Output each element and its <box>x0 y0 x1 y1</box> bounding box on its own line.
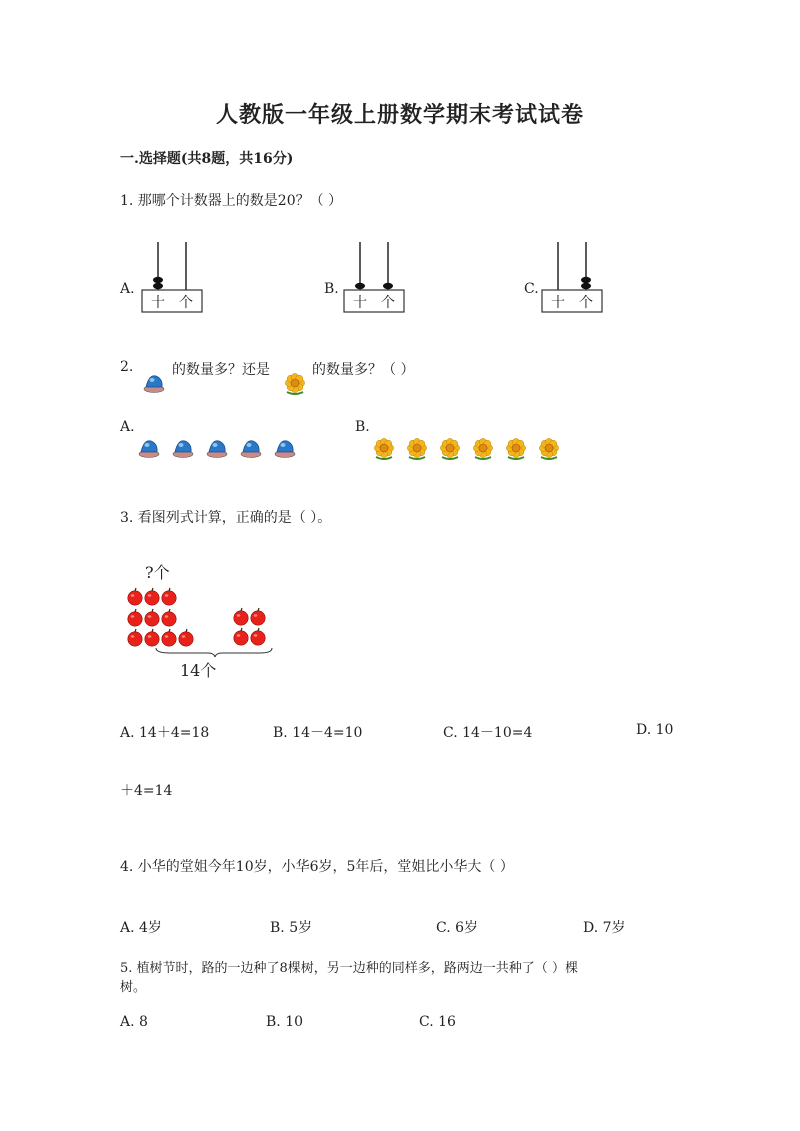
q3-option-d: D. 10 <box>636 722 674 738</box>
tens-label: 十 <box>353 295 367 311</box>
q2-option-b-flowers <box>372 435 572 463</box>
q2-option-a-label: A. <box>120 419 135 435</box>
apple-icon <box>251 608 265 625</box>
q1-abacus-a <box>140 240 206 316</box>
question-1-text: 1. 那哪个计数器上的数是20？（ ） <box>120 193 343 209</box>
hat-icon <box>275 441 295 458</box>
flower-icon <box>407 438 426 459</box>
q2-flower-icon <box>283 372 309 396</box>
q1-option-b-label: B. <box>324 281 339 297</box>
apple-icon <box>251 628 265 645</box>
page-title: 人教版一年级上册数学期末考试试卷 <box>215 102 584 128</box>
question-2-number: 2. <box>120 359 134 375</box>
apple-icon <box>162 629 176 646</box>
apple-icon <box>234 608 248 625</box>
tens-bead <box>153 283 163 289</box>
q2-hat-icon <box>143 372 169 396</box>
q3-apple-figure <box>120 580 280 660</box>
apple-icon <box>128 609 142 626</box>
q3-option-b: B. 14－4=10 <box>273 725 363 741</box>
q1-abacus-c <box>540 240 606 316</box>
apple-icon <box>162 609 176 626</box>
q1-abacus-b <box>342 240 408 316</box>
question-3-text: 3. 看图列式计算，正确的是（ ）。 <box>120 510 332 526</box>
q2-option-b-label: B. <box>355 419 370 435</box>
ones-bead <box>581 283 591 289</box>
hat-icon <box>173 441 193 458</box>
ones-bead <box>581 277 591 283</box>
q3-option-c: C. 14－10=4 <box>443 725 533 741</box>
q1-option-a-label: A. <box>120 281 135 297</box>
question-2-text-mid: 的数量多？还是 <box>172 362 270 378</box>
apple-icon <box>234 628 248 645</box>
ones-label: 个 <box>179 295 193 311</box>
apple-icon <box>145 609 159 626</box>
apple-icon <box>128 588 142 605</box>
question-5-line1: 5. 植树节时，路的一边种了8棵树，另一边种的同样多，路两边一共种了（ ）棵 <box>120 961 578 976</box>
hat-icon <box>241 441 261 458</box>
flower-icon <box>473 438 492 459</box>
ones-label: 个 <box>381 295 395 311</box>
q3-option-a: A. 14＋4=18 <box>120 725 210 741</box>
flower-icon <box>506 438 525 459</box>
hat-icon <box>207 441 227 458</box>
tens-label: 十 <box>151 295 165 311</box>
total-brace <box>156 648 272 657</box>
q5-option-b: B. 10 <box>266 1014 304 1030</box>
tens-bead <box>153 277 163 283</box>
q3-figure-total: 14个 <box>180 661 217 680</box>
q4-option-a: A. 4岁 <box>120 920 162 936</box>
apple-icon <box>145 588 159 605</box>
q3-option-d-wrap: ＋4=14 <box>120 783 173 799</box>
section-heading: 一.选择题(共8题，共16分) <box>120 151 294 167</box>
apple-icon <box>179 629 193 646</box>
q4-option-b: B. 5岁 <box>270 920 313 936</box>
q5-option-a: A. 8 <box>120 1014 148 1030</box>
ones-bead <box>383 283 393 289</box>
q5-option-c: C. 16 <box>419 1014 456 1030</box>
question-5-line2: 树。 <box>120 980 147 995</box>
q1-option-c-label: C. <box>524 281 539 297</box>
tens-label: 十 <box>551 295 565 311</box>
q3-figure-question: ?个 <box>145 563 170 582</box>
question-4-text: 4. 小华的堂姐今年10岁，小华6岁，5年后，堂姐比小华大（ ） <box>120 859 514 875</box>
apple-icon <box>162 588 176 605</box>
q4-option-d: D. 7岁 <box>583 920 626 936</box>
apple-icon <box>145 629 159 646</box>
flower-icon <box>374 438 393 459</box>
flower-icon <box>440 438 459 459</box>
apple-icon <box>128 629 142 646</box>
q4-option-c: C. 6岁 <box>436 920 479 936</box>
hat-icon <box>139 441 159 458</box>
ones-label: 个 <box>579 295 593 311</box>
question-2-text-end: 的数量多？（ ） <box>312 362 415 378</box>
flower-icon <box>539 438 558 459</box>
tens-bead <box>355 283 365 289</box>
q2-option-a-hats <box>138 435 308 463</box>
